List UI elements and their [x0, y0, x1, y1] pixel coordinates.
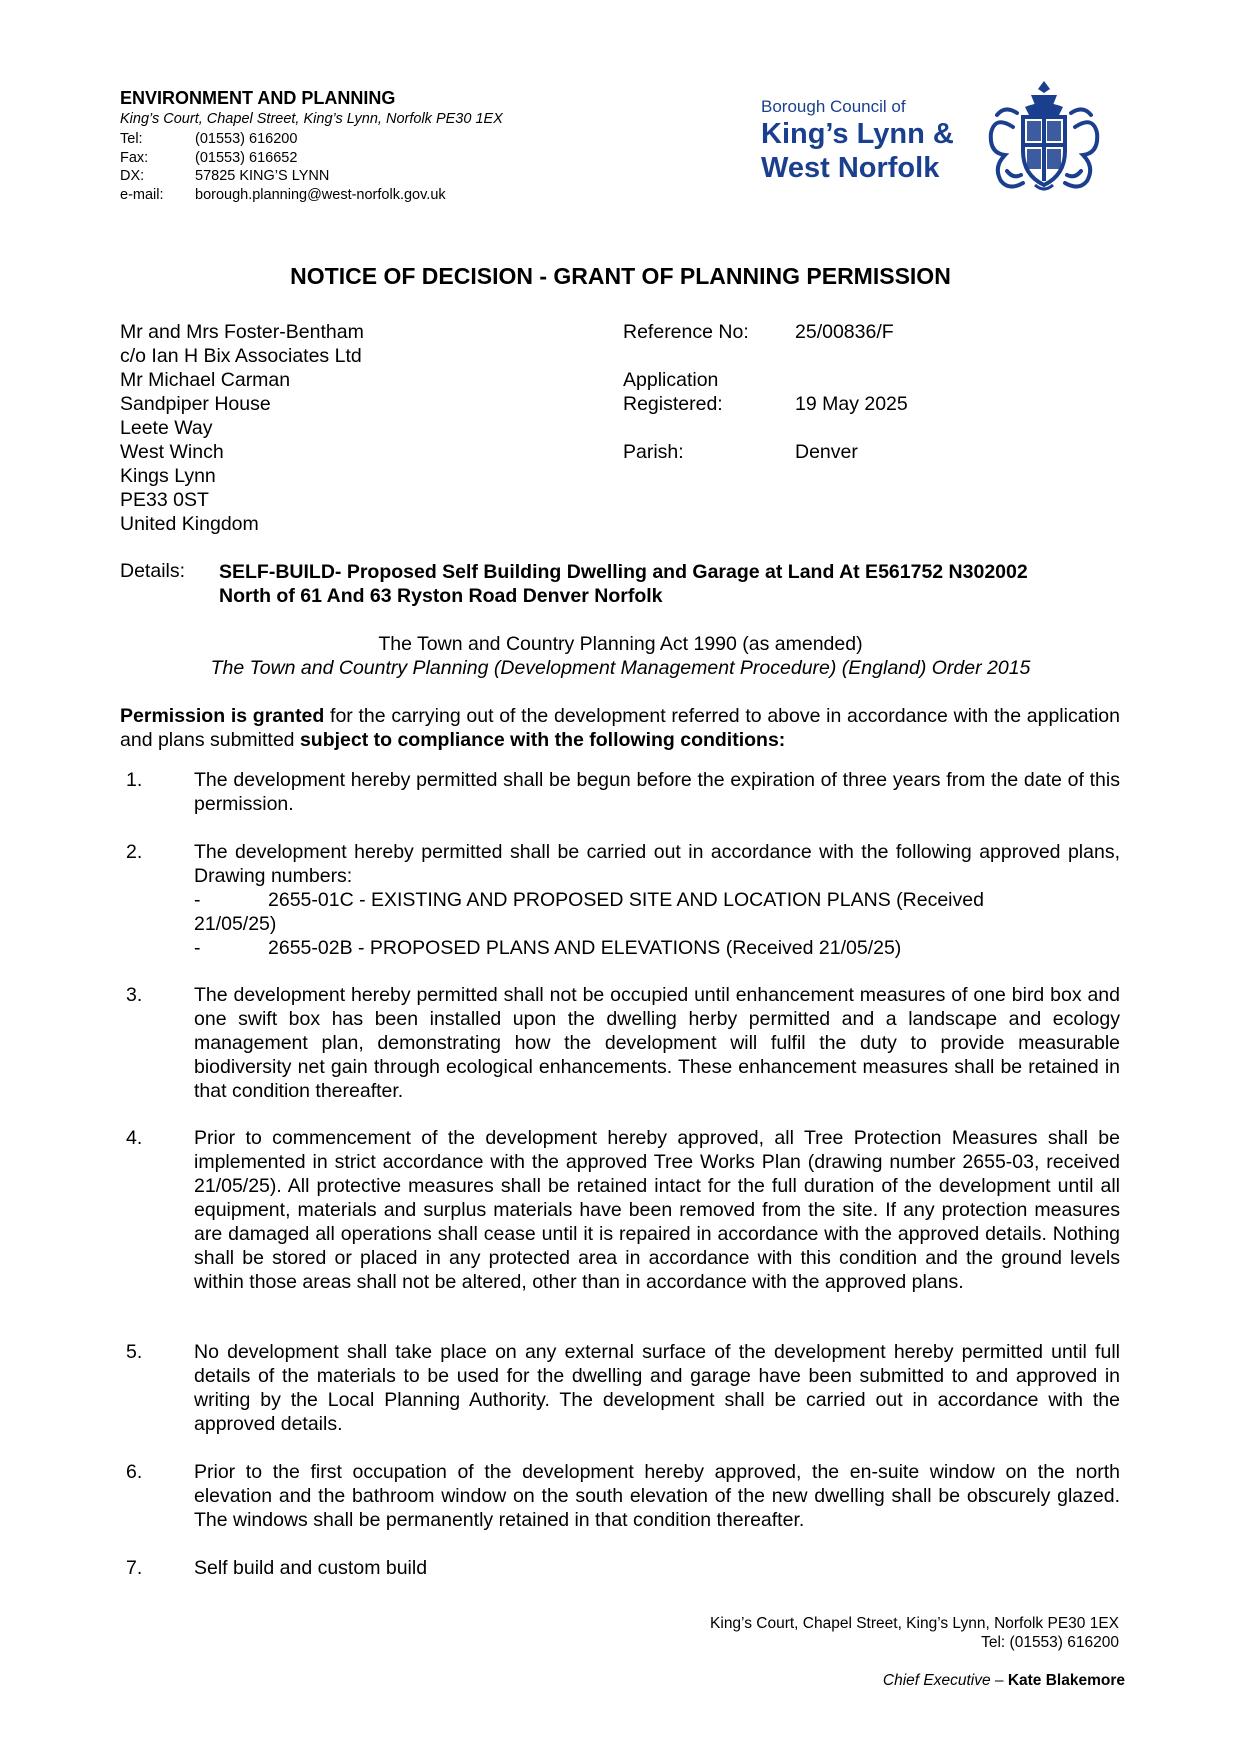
contact-row-tel: Tel: (01553) 616200 — [120, 131, 298, 147]
address-line: Mr Michael Carman — [120, 369, 291, 391]
condition-item: 3. The development hereby permitted shall not be occupied until enhancement measures of one bird box and one swift box has been installed upon the dwelling herby permitted and a landscape and ecology management plan, demonstrating how the development will fulfil the duty to provide measurable biodiversity net gain through ecological enhancements. These enhancement measures shall be retained in that condition thereafter. — [126, 984, 1120, 1102]
department-address: King’s Court, Chapel Street, King’s Lynn, Norfolk PE30 1EX — [120, 111, 503, 127]
parish-row: Parish: Denver — [623, 441, 858, 463]
registered-date: 19 May 2025 — [795, 393, 908, 415]
address-line: Leete Way — [120, 417, 213, 439]
chief-executive: Chief Executive – Kate Blakemore — [882, 1672, 1125, 1689]
details-text: SELF-BUILD- Proposed Self Building Dwelling and Garage at Land At E561752 N302002 North of 61 And 63 Ryston Road Denver Norfolk — [219, 561, 1028, 607]
contact-row-dx: DX: 57825 KING’S LYNN — [120, 168, 330, 185]
plan-item: - 2655-01C - EXISTING AND PROPOSED SITE AND LOCATION PLANS (Received — [194, 889, 984, 911]
address-line: PE33 0ST — [120, 489, 209, 511]
reference-block — [623, 320, 908, 464]
department-title: ENVIRONMENT AND PLANNING — [120, 88, 396, 108]
applicant-address — [120, 320, 364, 536]
permission-statement: Permission is granted for the carrying out of the development referred to above in accordance with the application and plans submitted subject to compliance with the following conditions: — [120, 705, 1121, 751]
footer-address: King’s Court, Chapel Street, King’s Lynn, Norfolk PE30 1EX Tel: (01553) 616200 — [710, 1615, 1119, 1651]
council-crest-icon — [983, 75, 1105, 195]
condition-item: 1. The development hereby permitted shall be begun before the expiration of three years from the date of this permission. — [126, 769, 1120, 815]
condition-item: 2. The development hereby permitted shall be carried out in accordance with the following approved plans, Drawing numbers: - 2655-01C - EXISTING AND PROPOSED SITE AND LOCATION PLANS (Received 21/05/25) - 2655-02B - PROPOSED PLANS AND ELEVATIONS (Received 21/05/25) — [126, 841, 1120, 959]
details-label: Details: — [120, 560, 186, 582]
plan-item-continuation: 21/05/25) — [194, 913, 277, 935]
council-logo-text: Borough Council of King’s Lynn & West Norfolk — [761, 97, 954, 184]
reference-number: 25/00836/F — [795, 321, 894, 343]
address-line: Sandpiper House — [120, 393, 271, 415]
registered-row: Registered: 19 May 2025 — [623, 393, 908, 415]
contact-details — [120, 130, 446, 205]
address-line: c/o Ian H Bix Associates Ltd — [120, 345, 362, 367]
plan-item: - 2655-02B - PROPOSED PLANS AND ELEVATIONS (Received 21/05/25) — [194, 937, 902, 959]
condition-item: 5. No development shall take place on any external surface of the development hereby permitted until full details of the materials to be used for the dwelling and garage have been submitted to and approved in writing by the Local Planning Authority. The development shall be carried out in accordance with the approved details. — [126, 1341, 1120, 1435]
contact-row-email: e-mail: borough.planning@west-norfolk.gov.uk — [120, 187, 446, 204]
address-line: United Kingdom — [120, 513, 259, 535]
legislation-references: The Town and Country Planning Act 1990 (as amended) The Town and Country Planning (Development Management Procedure) (England) Order 2015 — [210, 633, 1031, 679]
application-label-row: Application — [623, 369, 719, 391]
address-line: Kings Lynn — [120, 465, 216, 487]
contact-row-fax: Fax: (01553) 616652 — [120, 149, 298, 166]
condition-item: 7. Self build and custom build — [126, 1557, 428, 1579]
address-line: Mr and Mrs Foster-Bentham — [120, 321, 364, 343]
condition-item: 6. Prior to the first occupation of the development hereby approved, the en-suite window on the north elevation and the bathroom window on the south elevation of the new dwelling shall be obscurely glazed. The windows shall be permanently retained in that condition thereafter. — [126, 1461, 1120, 1531]
reference-row: Reference No: 25/00836/F — [623, 321, 894, 343]
page-title: NOTICE OF DECISION - GRANT OF PLANNING PERMISSION — [290, 263, 951, 289]
parish-value: Denver — [795, 441, 858, 463]
address-line: West Winch — [120, 441, 224, 463]
condition-item: 4. Prior to commencement of the development hereby approved, all Tree Protection Measures shall be implemented in strict accordance with the approved Tree Works Plan (drawing number 2655-03, received 21/05/25). All protective measures shall be retained intact for the full duration of the development until all equipment, materials and surplus materials have been removed from the site. If any protection measures are damaged all operations shall cease until it is repaired in accordance with the approved details. Nothing shall be stored or placed in any protected area in accordance with this condition and the ground levels within those areas shall not be altered, other than in accordance with the approved plans. — [126, 1127, 1120, 1293]
